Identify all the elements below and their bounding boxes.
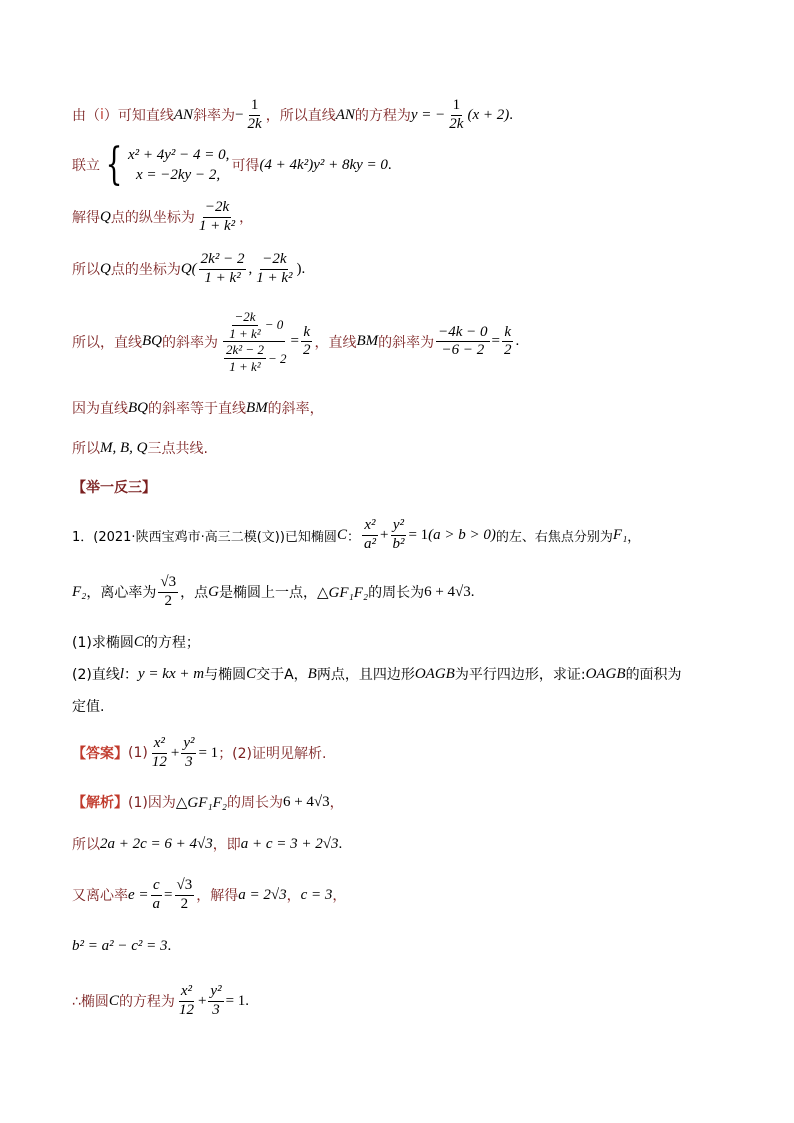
math: C	[246, 665, 257, 682]
line-4	[72, 252, 305, 287]
text: 的周长为	[368, 585, 425, 602]
math: BQ	[128, 399, 148, 416]
text: 解得	[72, 210, 100, 227]
text: 交于A，	[256, 667, 308, 683]
line-12	[72, 664, 682, 684]
text: .	[515, 333, 520, 350]
text: (1)因为	[128, 795, 176, 811]
line-7	[72, 438, 208, 458]
text: (1)求椭圆	[72, 635, 134, 651]
fraction: $\frac{√3}{2}$	[160, 574, 177, 609]
math: =	[491, 333, 500, 350]
fraction: $\frac{-4k - 0}{-6 - 2}$	[438, 323, 488, 359]
math: C	[336, 526, 347, 543]
math: BM	[246, 399, 268, 416]
text: ∴椭圆	[72, 994, 109, 1011]
text: ，	[239, 210, 254, 227]
text: 的斜率为	[162, 334, 218, 351]
math: △GF₁F₂	[175, 794, 227, 811]
text: .	[338, 835, 343, 852]
text: (1)	[128, 745, 148, 762]
fraction: $\frac{1}{2k}$	[449, 97, 464, 132]
math: 6 + 4√3	[424, 583, 471, 600]
math: ,	[248, 260, 253, 277]
math: = 1	[408, 526, 429, 543]
text: ）可知直线	[103, 108, 174, 125]
text: 定值.	[72, 699, 105, 715]
line-10	[72, 575, 475, 610]
fraction: $\frac{\text{y²}}{\text{b²}}$	[392, 517, 405, 552]
math: +	[197, 992, 207, 1009]
text: 所以	[72, 837, 100, 853]
text: 与椭圆	[204, 667, 247, 683]
source: (2021·陕西宝鸡市·高三二模(文))	[93, 529, 285, 545]
line-5	[72, 310, 519, 374]
fraction: $\frac{-2k}{\text{1 + k²}}$	[198, 199, 236, 234]
text: .	[470, 583, 475, 600]
math: = 1	[198, 744, 219, 761]
text: .	[387, 156, 392, 173]
math: Q	[100, 260, 111, 277]
math: F₁	[612, 526, 628, 543]
problem-number: 1．	[72, 529, 94, 545]
math: AN	[173, 106, 194, 123]
text: 联立	[72, 158, 100, 175]
text: ，解得	[196, 888, 239, 905]
text: 的方程为	[118, 994, 175, 1011]
fraction: $\frac{\text{x²}}{12}$	[178, 983, 194, 1018]
line-9	[72, 518, 640, 553]
text: 的斜率为	[378, 334, 435, 351]
text: ，所以直线	[265, 108, 336, 125]
line-19	[72, 984, 249, 1019]
math: +	[170, 744, 180, 761]
text: ：	[124, 667, 139, 683]
math: y = kx + m	[138, 665, 205, 682]
section-heading	[72, 477, 156, 497]
line-16	[72, 834, 342, 854]
math: (a > b > 0)	[428, 526, 496, 543]
fraction: $\frac{c}{a}$	[152, 877, 161, 912]
text: 点的纵坐标为	[110, 210, 195, 227]
analysis-tag: 【解析】	[72, 795, 128, 811]
fraction: $\frac{k}{2}$	[504, 323, 512, 359]
text: ，即	[212, 837, 241, 853]
line-6	[72, 398, 324, 418]
line-13	[72, 696, 104, 716]
text: .	[167, 938, 172, 954]
text: 三点共线.	[147, 441, 208, 457]
text: .	[509, 106, 513, 123]
line-3	[72, 200, 253, 235]
math: )	[296, 260, 302, 277]
text: ，点	[180, 585, 209, 602]
line-17	[72, 878, 346, 913]
fraction: $\frac{√3}{2}$	[176, 877, 193, 912]
math: OAGB	[414, 665, 455, 682]
equation: x² + 4y² − 4 = 0,	[128, 147, 230, 163]
fraction: $\frac{\text{x²}}{\text{a²}}$	[363, 517, 376, 552]
text: 的斜率，	[267, 401, 324, 417]
text: 的面积为	[625, 667, 682, 683]
line-11	[72, 632, 200, 652]
text: 的方程；	[143, 635, 200, 651]
text: ，	[286, 888, 301, 905]
text: 因为直线	[72, 401, 128, 417]
math: (4 + 4k²)y² + 8ky = 0	[259, 156, 388, 173]
fraction: $\frac{-2k}{\text{1 + k²}}$	[256, 251, 293, 286]
math: C	[133, 633, 144, 650]
equation: x = −2ky − 2,	[136, 167, 221, 184]
text: i	[100, 107, 104, 124]
text: ，	[332, 888, 347, 905]
math: BM	[356, 333, 379, 350]
text: 已知椭圆	[284, 529, 337, 545]
text: 斜率为	[193, 108, 236, 125]
text: 可得	[231, 158, 260, 175]
text: 由（	[72, 108, 100, 125]
text: 的斜率等于直线	[148, 401, 246, 417]
fraction: $\frac{\text{2k² − 2}}{\text{1 + k²}}$	[200, 251, 245, 286]
math: B	[307, 665, 317, 682]
text: 点的坐标为	[110, 262, 181, 279]
math: Q(	[180, 260, 197, 277]
compound-fraction: $\frac{-2k}{\text{1 + k²}}$ − 0 $\frac{\text{2k² − 2}}{\text{1 + k²}}$ − 2	[220, 310, 288, 374]
text: 所以	[72, 262, 100, 279]
math: 2a + 2c = 6 + 4√3	[100, 835, 213, 852]
text: 的左、右焦点分别为	[495, 529, 613, 545]
equation-system: { x² + 4y² − 4 = 0, x = −2ky − 2,	[105, 139, 230, 191]
fraction: $\frac{1}{2k}$	[247, 97, 262, 132]
math: = 1.	[225, 992, 250, 1009]
line-2	[72, 139, 392, 191]
math: F₂	[72, 583, 87, 600]
text: ，	[627, 529, 641, 545]
fraction: $\frac{k}{2}$	[302, 323, 311, 359]
text: 所以，直线	[72, 334, 142, 351]
text: 的周长为	[226, 795, 283, 811]
math: (x + 2)	[467, 106, 510, 123]
fraction: $\frac{\text{y²}}{3}$	[210, 983, 222, 1018]
text: 又离心率	[72, 888, 128, 905]
math: +	[379, 526, 389, 543]
math: e =	[128, 886, 149, 903]
math: C	[108, 992, 119, 1009]
math: OAGB	[585, 665, 626, 682]
math: −	[235, 106, 244, 123]
text: 所以	[72, 441, 100, 457]
text: .	[301, 260, 306, 277]
math: Q	[100, 208, 111, 225]
text: 为平行四边形，求证:	[454, 667, 586, 683]
text: 是椭圆上一点，	[218, 585, 317, 602]
heading: 【举一反三】	[72, 480, 156, 496]
answer-line	[72, 736, 326, 771]
math: G	[208, 583, 219, 600]
math: l	[119, 665, 125, 682]
text: ；(2)证明见解析.	[218, 746, 327, 763]
math: AN	[335, 106, 355, 123]
math: =	[290, 333, 299, 350]
math: a + c = 3 + 2√3	[240, 835, 339, 852]
text: ，离心率为	[86, 585, 157, 602]
math: y = −	[410, 106, 446, 123]
math: M, B, Q	[100, 439, 148, 456]
text: 的方程为	[354, 108, 411, 125]
math: a = 2√3	[238, 886, 287, 903]
line-1	[72, 98, 513, 133]
line-18	[72, 938, 171, 955]
fraction: $\frac{\text{y²}}{3}$	[183, 735, 195, 770]
fraction: $\frac{\text{x²}}{12}$	[151, 735, 167, 770]
math: b² = a² − c² = 3	[72, 938, 168, 954]
text: ：	[346, 529, 360, 545]
analysis-line	[72, 792, 344, 812]
math: c = 3	[300, 886, 333, 903]
text: ，	[329, 795, 344, 811]
text: (2)直线	[72, 667, 120, 683]
text: 两点，且四边形	[316, 667, 415, 683]
math: BQ	[142, 333, 162, 350]
text: ，直线	[314, 334, 357, 351]
answer-tag: 【答案】	[72, 746, 128, 763]
math: =	[164, 886, 173, 903]
math: △GF₁F₂	[316, 584, 369, 601]
math: 6 + 4√3	[282, 793, 330, 810]
